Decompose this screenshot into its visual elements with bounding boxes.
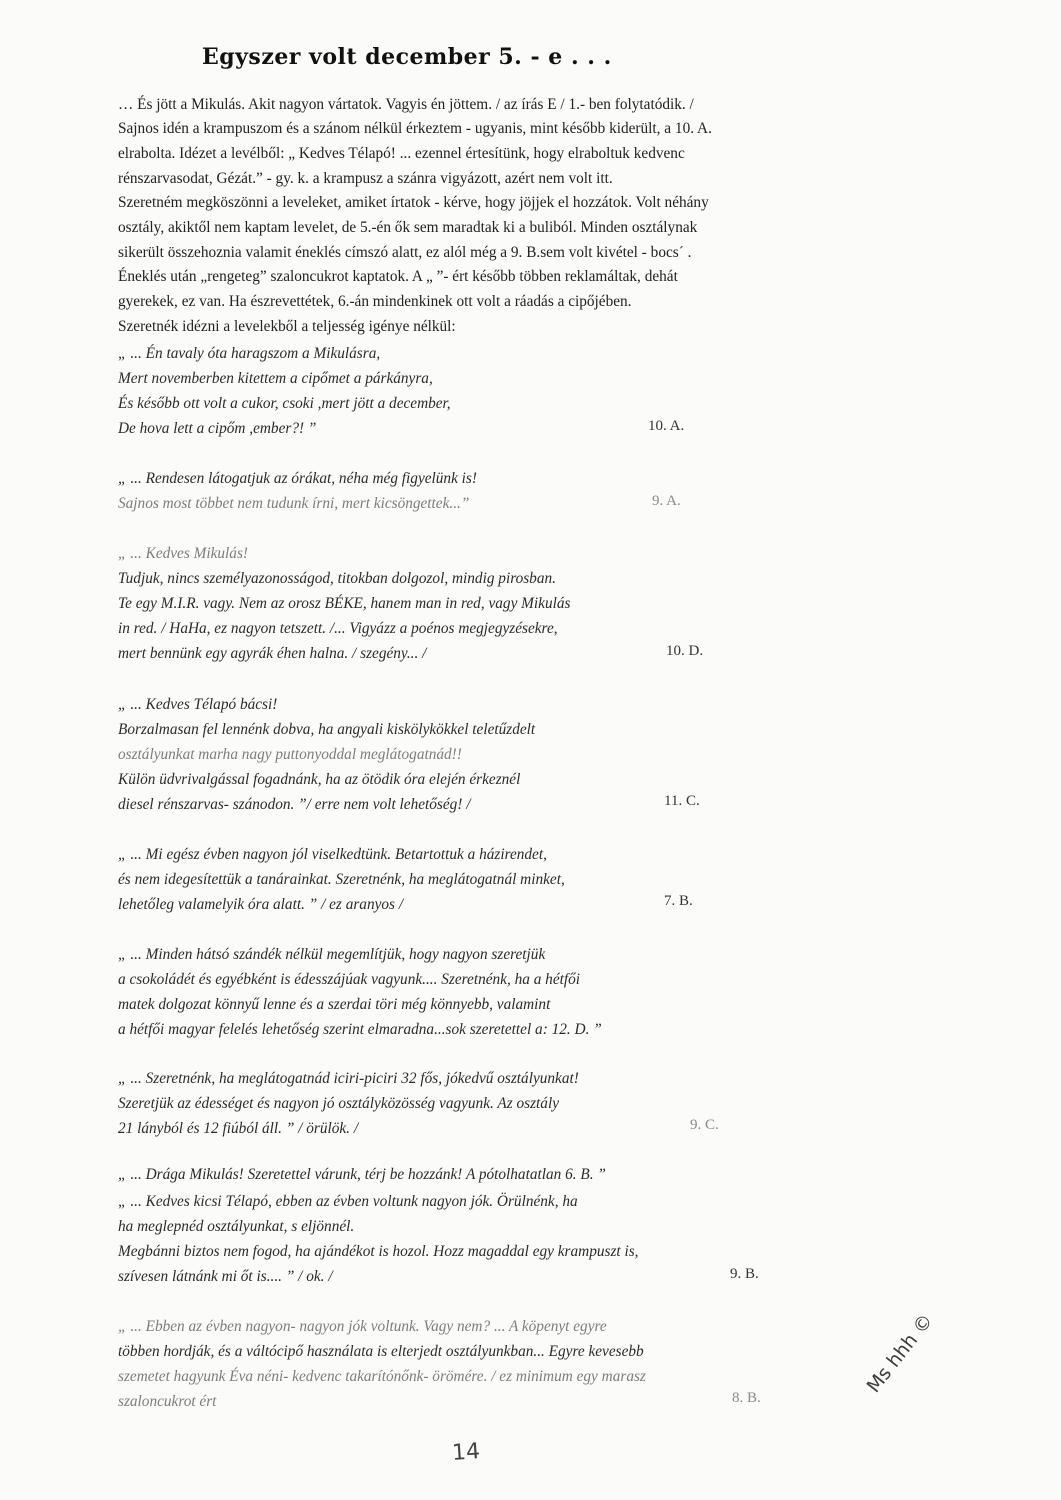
letter-4-line-4: Külön üdvrivalgással fogadnánk, ha az ötödik óra elején érkeznél (118, 771, 521, 788)
intro-line-7: sikerült összehoznia valamit éneklés címszó alatt, ez alól még a 9. B.sem volt kivétel - bocs´ . (118, 244, 692, 261)
letter-3-line-1: „ ... Kedves Mikulás! (118, 545, 249, 562)
letter-6-line-4: a hétfői magyar felelés lehetőség szerint elmaradna...sok szeretettel a: 12. D. ” (118, 1021, 602, 1038)
letter-8-line-1: „ ... Drága Mikulás! Szeretettel várunk, térj be hozzánk! A pótolhatatlan 6. B. ” (118, 1166, 606, 1183)
document-title: Egyszer volt december 5. - e . . . (202, 44, 612, 70)
letter-5-class: 7. B. (664, 893, 693, 909)
letter-3-line-2: Tudjuk, nincs személyazonosságod, titokban dolgozol, mindig pirosban. (118, 570, 556, 587)
intro-line-5: Szeretném megköszönni a leveleket, amiket írtatok - kérve, hogy jöjjek el hozzátok. Volt néhány (118, 194, 709, 211)
letter-9-line-2: ha meglepnéd osztályunkat, s eljönnél. (118, 1218, 355, 1235)
letter-5-line-3: lehetőleg valamelyik óra alatt. ” / ez aranyos / (118, 896, 404, 913)
intro-line-1: … És jött a Mikulás. Akit nagyon vártatok. Vagyis én jöttem. / az írás E / 1.- ben folytatódik. / (118, 96, 694, 113)
letter-10-line-2: többen hordják, és a váltócipő használata is elterjedt osztályunkban... Egyre kevesebb (118, 1343, 644, 1360)
letter-10-line-1: „ ... Ebben az évben nagyon- nagyon jók voltunk. Vagy nem? ... A köpenyt egyre (118, 1318, 607, 1335)
letter-9-class: 9. B. (730, 1266, 759, 1282)
letter-7-line-2: Szeretjük az édességet és nagyon jó osztályközösség vagyunk. Az osztály (118, 1095, 559, 1112)
letter-9-line-4: szívesen látnánk mi őt is.... ” / ok. / (118, 1268, 333, 1285)
intro-line-3: elrabolta. Idézet a levélből: „ Kedves Télapó! ... ezennel értesítünk, hogy elraboltuk kedvenc (118, 145, 685, 162)
letter-5-line-1: „ ... Mi egész évben nagyon jól viselkedtünk. Betartottuk a házirendet, (118, 846, 547, 863)
letter-9-line-1: „ ... Kedves kicsi Télapó, ebben az évben voltunk nagyon jók. Örülnénk, ha (118, 1193, 578, 1210)
intro-line-6: osztály, akiktől nem kaptam levelet, de 5.-én ők sem maradtak ki a buliból. Minden osztálynak (118, 219, 698, 236)
letter-1-line-2: Mert novemberben kitettem a cipőmet a párkányra, (118, 370, 433, 387)
intro-line-8: Éneklés után „rengeteg” szaloncukrot kaptatok. A „ ”- ért később többen reklamáltak, dehát (118, 268, 678, 285)
letter-3-line-4: in red. / HaHa, ez nagyon tetszett. /... Vigyázz a poénos megjegyzésekre, (118, 620, 558, 637)
letter-5-line-2: és nem idegesítettük a tanárainkat. Szeretnénk, ha meglátogatnál minket, (118, 871, 565, 888)
letter-1-line-4: De hova lett a cipőm ,ember?! ” (118, 420, 317, 437)
letter-6-line-3: matek dolgozat könnyű lenne és a szerdai töri még könnyebb, valamint (118, 996, 551, 1013)
letter-1-line-1: „ ... Én tavaly óta haragszom a Mikulásra, (118, 345, 381, 362)
intro-line-9: gyerekek, ez van. Ha észrevettétek, 6.-án mindenkinek ott volt a ráadás a cipőjében. (118, 293, 632, 310)
intro-line-4: rénszarvasodat, Gézát.” - gy. k. a krampusz a szánra vigyázott, azért nem volt itt. (118, 170, 613, 187)
letter-4-line-1: „ ... Kedves Télapó bácsi! (118, 696, 278, 713)
letter-4-class: 11. C. (664, 793, 700, 809)
letter-4-line-2: Borzalmasan fel lennénk dobva, ha angyali kiskölykökkel teletűzdelt (118, 721, 536, 738)
letter-4-line-5: diesel rénszarvas- szánodon. ”/ erre nem volt lehetőség! / (118, 796, 471, 813)
intro-line-2: Sajnos idén a krampuszom és a szánom nélkül érkeztem - ugyanis, mint később kiderült, a 10. A. (118, 120, 712, 137)
letter-4-line-3: osztályunkat marha nagy puttonyoddal meglátogatnád!! (118, 746, 462, 763)
letter-3-line-3: Te egy M.I.R. vagy. Nem az orosz BÉKE, hanem man in red, vagy Mikulás (118, 595, 571, 612)
letter-2-class: 9. A. (652, 493, 681, 509)
letter-10-line-3: szemetet hagyunk Éva néni- kedvenc takarítónőnk- örömére. / ez minimum egy marasz (118, 1368, 646, 1385)
letter-1-line-3: És később ott volt a cukor, csoki ,mert jött a december, (118, 395, 451, 412)
letter-1-class: 10. A. (648, 418, 685, 434)
letter-9-line-3: Megbánni biztos nem fogod, ha ajándékot is hozol. Hozz magaddal egy krampuszt is, (118, 1243, 639, 1260)
signature: Ms hhh © (862, 1309, 938, 1397)
letter-10-line-4: szaloncukrot ért (118, 1393, 217, 1410)
letter-7-line-3: 21 lányból és 12 fiúból áll. ” / örülök. / (118, 1120, 359, 1137)
letter-10-class: 8. B. (732, 1390, 761, 1406)
letter-2-line-2: Sajnos most többet nem tudunk írni, mert kicsöngettek...” (118, 495, 470, 512)
letter-3-class: 10. D. (666, 643, 704, 659)
letter-2-line-1: „ ... Rendesen látogatjuk az órákat, néha még figyelünk is! (118, 470, 477, 487)
letter-6-line-1: „ ... Minden hátsó szándék nélkül megemlítjük, hogy nagyon szeretjük (118, 946, 546, 963)
letter-3-line-5: mert bennünk egy agyrák éhen halna. / szegény... / (118, 645, 427, 662)
letter-6-line-2: a csokoládét és egyébként is édesszájúak vagyunk.... Szeretnénk, ha a hétfői (118, 971, 581, 988)
intro-line-10: Szeretnék idézni a levelekből a teljesség igénye nélkül: (118, 318, 456, 335)
page-number: 14 (451, 1439, 481, 1466)
letter-7-line-1: „ ... Szeretnénk, ha meglátogatnád iciri-piciri 32 fős, jókedvű osztályunkat! (118, 1070, 579, 1087)
letter-7-class: 9. C. (690, 1117, 719, 1133)
